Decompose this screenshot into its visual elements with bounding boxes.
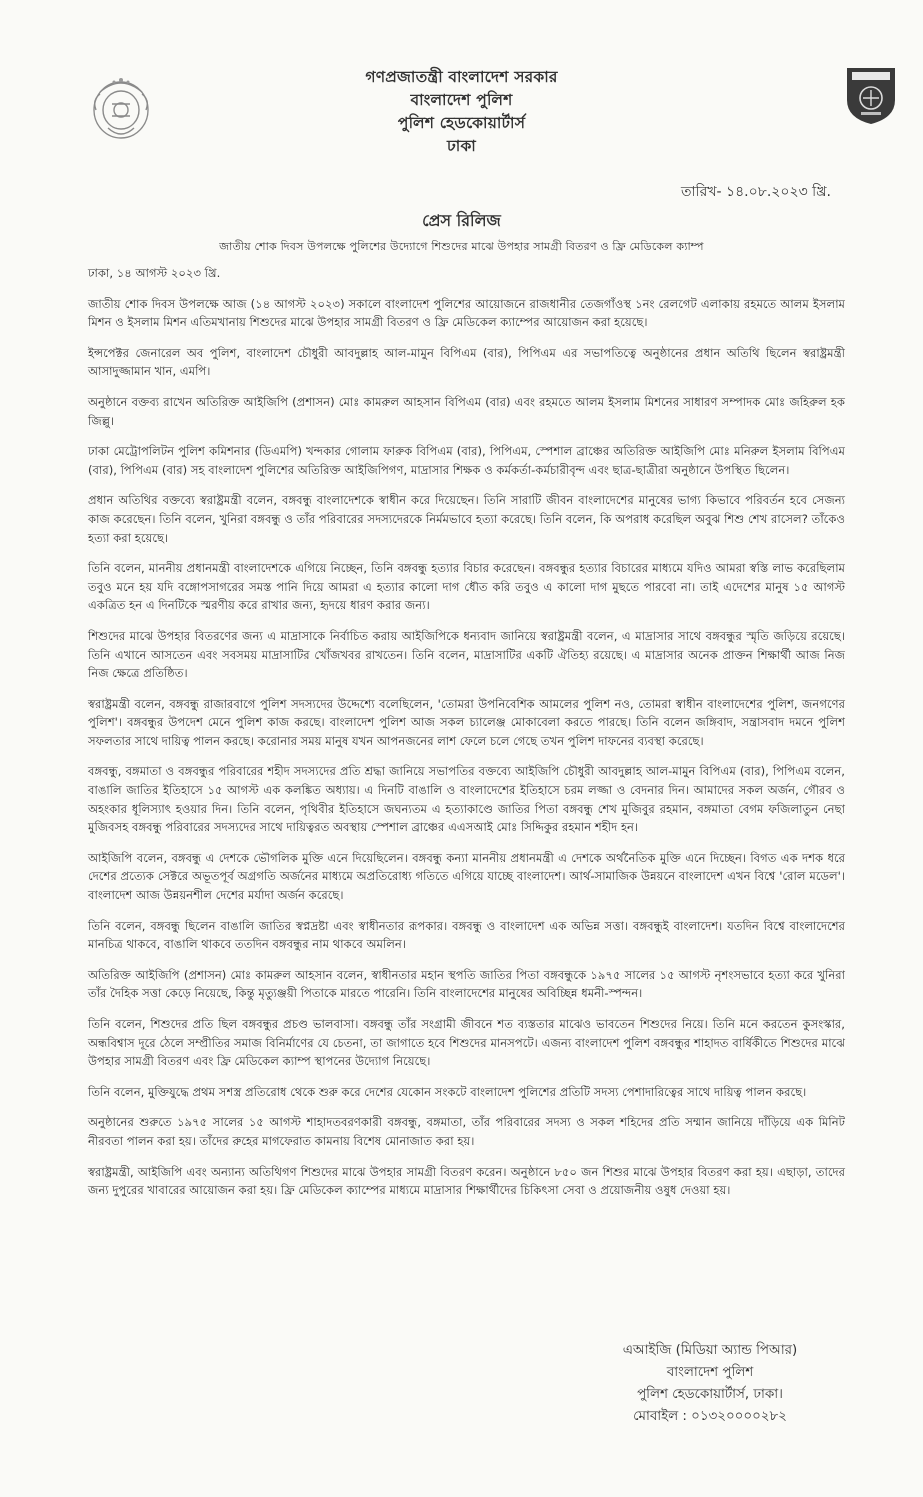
signatory-designation: এআইজি (মিডিয়া অ্যান্ড পিআর)	[622, 1343, 798, 1358]
paragraph: প্রধান অতিথির বক্তব্যে স্বরাষ্ট্রমন্ত্রী বলেন, বঙ্গবন্ধু বাংলাদেশকে স্বাধীন করে দিয়েছেন। তিনি সারাটি জীবন বাংলাদেশের মানুষের ভাগ্য কিভাবে পরিবর্তন হবে সেজন্য কাজ করেছেন। তিনি বলেন, খুনিরা বঙ্গবন্ধু ও তাঁর পরিবারের সদস্যদেরকে নির্মমভাবে হত্যা করেছে। তিনি বলেন, কি অপরাধ করেছিল অবুঝ শিশু শেখ রাসেল? তাঁকেও হত্যা করা হয়েছে।	[88, 493, 845, 545]
letterhead-city: ঢাকা	[446, 137, 476, 155]
letterhead-headquarters: পুলিশ হেডকোয়ার্টার্স	[397, 114, 526, 132]
paragraph: স্বরাষ্ট্রমন্ত্রী বলেন, বঙ্গবন্ধু রাজারবাগে পুলিশ সদস্যদের উদ্দেশ্যে বলেছিলেন, 'তোমরা উপনিবেশিক আমলের পুলিশ নও, তোমরা স্বাধীন বাংলাদেশের পুলিশ, জনগণের পুলিশ'। বঙ্গবন্ধুর উপদেশ মেনে পুলিশ কাজ করছে। বাংলাদেশ পুলিশ আজ সকল চ্যালেঞ্জ মোকাবেলা করতে পারছে। তিনি বলেন জঙ্গিবাদ, সন্ত্রাসবাদ দমনে পুলিশ সফলতার সাথে দায়িত্ব পালন করছে। করোনার সময় মানুষ যখন আপনজনের লাশ ফেলে চলে গেছে তখন পুলিশ দাফনের ব্যবস্থা করেছে।	[88, 696, 845, 748]
paragraph: স্বরাষ্ট্রমন্ত্রী, আইজিপি এবং অন্যান্য অতিথিগণ শিশুদের মাঝে উপহার সামগ্রী বিতরণ করেন। অনুষ্ঠানে ৮৫০ জন শিশুর মাঝে উপহার বিতরণ করা হয়। এছাড়া, তাদের জন্য দুপুরের খাবারের আয়োজন করা হয়। ফ্রি মেডিকেল ক্যাম্পের মাধ্যমে মাদ্রাসার শিক্ষার্থীদের চিকিৎসা সেবা ও প্রয়োজনীয় ওষুধ দেওয়া হয়।	[88, 1164, 845, 1198]
signatory-organization: বাংলাদেশ পুলিশ	[666, 1365, 754, 1380]
signature-block	[600, 1340, 820, 1428]
paragraph: জাতীয় শোক দিবস উপলক্ষে আজ (১৪ আগস্ট ২০২৩) সকালে বাংলাদেশ পুলিশের আয়োজনে রাজধানীর তেজগাঁওস্থ ১নং রেলগেট এলাকায় রহমতে আলম ইসলাম মিশন ও ইসলাম মিশন এতিমখানায় শিশুদের মাঝে উপহার সামগ্রী বিতরণ ও ফ্রি মেডিকেল ক্যাম্পের আয়োজন করা হয়েছে।	[88, 296, 845, 330]
signatory-office: পুলিশ হেডকোয়ার্টার্স, ঢাকা।	[637, 1387, 783, 1402]
document-subtitle: জাতীয় শোক দিবস উপলক্ষে পুলিশের উদ্যোগে শিশুদের মাঝে উপহার সামগ্রী বিতরণ ও ফ্রি মেডিকেল ক্যাম্প	[219, 240, 704, 253]
signatory-mobile: মোবাইল : ০১৩২০০০০২৮২	[633, 1409, 787, 1424]
letterhead	[0, 66, 923, 158]
paragraph: তিনি বলেন, শিশুদের প্রতি ছিল বঙ্গবন্ধুর প্রচণ্ড ভালবাসা। বঙ্গবন্ধু তাঁর সংগ্রামী জীবনে শত ব্যস্ততার মাঝেও ভাবতেন শিশুদের নিয়ে। তিনি মনে করতেন কুসংস্কার, অন্ধবিশ্বাস দূরে ঠেলে সম্প্রীতির সমাজ বিনির্মাণের যে চেতনা, তা জাগাতে হবে শিশুদের মানসপটে। এজন্য বাংলাদেশ পুলিশ বঙ্গবন্ধুর শাহাদত বার্ষিকীতে শিশুদের মাঝে উপহার সামগ্রী বিতরণ এবং ফ্রি মেডিকেল ক্যাম্প স্থাপনের উদ্যোগ নিয়েছে।	[88, 1017, 845, 1069]
paragraph: তিনি বলেন, বঙ্গবন্ধু ছিলেন বাঙালি জাতির স্বপ্নদ্রষ্টা এবং স্বাধীনতার রূপকার। বঙ্গবন্ধু ও বাংলাদেশ এক অভিন্ন সত্তা। বঙ্গবন্ধুই বাংলাদেশ। যতদিন বিশ্বে বাংলাদেশের মানচিত্র থাকবে, বাঙালি থাকবে ততদিন বঙ্গবন্ধুর নাম থাকবে অমলিন।	[88, 918, 845, 952]
press-release-body	[88, 264, 845, 1212]
document-title: প্রেস রিলিজ	[422, 211, 501, 230]
paragraph: তিনি বলেন, মুক্তিযুদ্ধে প্রথম সশস্ত্র প্রতিরোধ থেকে শুরু করে দেশের যেকোন সংকটে বাংলাদেশ পুলিশের প্রতিটি সদস্য পেশাদারিত্বের সাথে দায়িত্ব পালন করছে।	[88, 1084, 807, 1099]
paragraph: বঙ্গবন্ধু, বঙ্গমাতা ও বঙ্গবন্ধুর পরিবারের শহীদ সদস্যদের প্রতি শ্রদ্ধা জানিয়ে সভাপতির বক্তব্যে আইজিপি চৌধুরী আবদুল্লাহ আল-মামুন বিপিএম (বার), পিপিএম বলেন, বাঙালি জাতির ইতিহাসে ১৫ আগস্ট এক কলঙ্কিত অধ্যায়। এ দিনটি বাঙালি ও বাংলাদেশের ইতিহাসে চরম লজ্জা ও বেদনার দিন। আমাদের সকল অর্জন, গৌরব ও অহংকার ধূলিস্যাৎ হওয়ার দিন। তিনি বলেন, পৃথিবীর ইতিহাসে জঘন্যতম এ হত্যাকাণ্ডে জাতির পিতা বঙ্গবন্ধু শেখ মুজিবুর রহমান, বঙ্গমাতা বেগম ফজিলাতুন নেছা মুজিবসহ বঙ্গবন্ধু পরিবারের সদস্যদের সাথে দায়িত্বরত অবস্থায় স্পেশাল ব্রাঞ্চের এএসআই মোঃ সিদ্দিকুর রহমান শহীদ হন।	[88, 764, 845, 835]
paragraph: ঢাকা মেট্রোপলিটন পুলিশ কমিশনার (ডিএমপি) খন্দকার গোলাম ফারুক বিপিএম (বার), পিপিএম, স্পেশাল ব্রাঞ্চের অতিরিক্ত আইজিপি মোঃ মনিরুল ইসলাম বিপিএম (বার), পিপিএম (বার) সহ বাংলাদেশ পুলিশের অতিরিক্ত আইজিপিগণ, মাদ্রাসার শিক্ষক ও কর্মকর্তা-কর্মচারীবৃন্দ এবং ছাত্র-ছাত্রীরা অনুষ্ঠানে উপস্থিত ছিলেন।	[88, 444, 845, 477]
paragraph: অতিরিক্ত আইজিপি (প্রশাসন) মোঃ কামরুল আহসান বলেন, স্বাধীনতার মহান স্থপতি জাতির পিতা বঙ্গবন্ধুকে ১৯৭৫ সালের ১৫ আগস্ট নৃশংসভাবে হত্যা করে খুনিরা তাঁর দৈহিক সত্তা কেড়ে নিয়েছে, কিন্তু মৃত্যুঞ্জয়ী পিতাকে মারতে পারেনি। তিনি বাংলাদেশের মানুষের অবিচ্ছিন্ন ধমনী-স্পন্দন।	[88, 967, 845, 1001]
issue-date: তারিখ- ১৪.০৮.২০২৩ খ্রি.	[681, 184, 831, 200]
paragraph: অনুষ্ঠানে বক্তব্য রাখেন অতিরিক্ত আইজিপি (প্রশাসন) মোঃ কামরুল আহসান বিপিএম (বার) এবং রহমতে আলম ইসলাম মিশনের সাধারণ সম্পাদক মোঃ জহিরুল হক জিল্লু।	[88, 394, 845, 428]
paragraph: ইন্সপেক্টর জেনারেল অব পুলিশ, বাংলাদেশ চৌধুরী আবদুল্লাহ আল-মামুন বিপিএম (বার), পিপিএম এর সভাপতিত্বে অনুষ্ঠানের প্রধান অতিথি ছিলেন স্বরাষ্ট্রমন্ত্রী আসাদুজ্জামান খান, এমপি।	[88, 345, 845, 379]
place-and-date: ঢাকা, ১৪ আগস্ট ২০২৩ খ্রি.	[88, 266, 221, 280]
paragraph: শিশুদের মাঝে উপহার বিতরণের জন্য এ মাদ্রাসাকে নির্বাচিত করায় আইজিপিকে ধন্যবাদ জানিয়ে স্বরাষ্ট্রমন্ত্রী বলেন, এ মাদ্রাসার সাথে বঙ্গবন্ধুর স্মৃতি জড়িয়ে রয়েছে। তিনি এখানে আসতেন এবং সবসময় মাদ্রাসাটির খোঁজখবর রাখতেন। তিনি বলেন, মাদ্রাসাটির একটি ঐতিহ্য রয়েছে। এ মাদ্রাসার অনেক প্রাক্তন শিক্ষার্থী আজ নিজ নিজ ক্ষেত্রে প্রতিষ্ঠিত।	[88, 628, 845, 681]
letterhead-police: বাংলাদেশ পুলিশ	[410, 91, 513, 109]
paragraph: আইজিপি বলেন, বঙ্গবন্ধু এ দেশকে ভৌগলিক মুক্তি এনে দিয়েছিলেন। বঙ্গবন্ধু কন্যা মাননীয় প্রধানমন্ত্রী এ দেশকে অর্থনৈতিক মুক্তি এনে দিচ্ছেন। বিগত এক দশক ধরে দেশের প্রত্যেক সেক্টরে অভূতপূর্ব অগ্রগতি অর্জনের মাধ্যমে অপ্রতিরোধ্য গতিতে এগিয়ে যাচ্ছে বাংলাদেশ। আর্থ-সামাজিক উন্নয়নে বাংলাদেশ এখন বিশ্বে 'রোল মডেল'। বাংলাদেশ আজ উন্নয়নশীল দেশের মর্যাদা অর্জন করেছে।	[88, 850, 845, 903]
paragraph: তিনি বলেন, মাননীয় প্রধানমন্ত্রী বাংলাদেশকে এগিয়ে নিচ্ছেন, তিনি বঙ্গবন্ধু হত্যার বিচার করেছেন। বঙ্গবন্ধুর হত্যার বিচারের মাধ্যমে যদিও আমরা স্বস্তি লাভ করেছিলাম তবুও মনে হয় যদি বঙ্গোপসাগরের সমস্ত পানি দিয়ে আমরা এ হত্যার কালো দাগ ধৌত করি তবুও এ কালো দাগ মুছতে পারবো না। তাই এদেশের মানুষ ১৫ আগস্ট একত্রিত হন এ দিনটিকে স্মরণীয় করে রাখার জন্য, হৃদয়ে ধারণ করার জন্য।	[88, 561, 845, 613]
letterhead-government: গণপ্রজাতন্ত্রী বাংলাদেশ সরকার	[365, 68, 558, 86]
paragraph: অনুষ্ঠানের শুরুতে ১৯৭৫ সালের ১৫ আগস্ট শাহাদতবরণকারী বঙ্গবন্ধু, বঙ্গমাতা, তাঁর পরিবারের সদস্য ও সকল শহিদের প্রতি সম্মান জানিয়ে দাঁড়িয়ে এক মিনিট নীরবতা পালন করা হয়। তাঁদের রুহের মাগফেরাত কামনায় বিশেষ মোনাজাত করা হয়।	[88, 1115, 845, 1148]
